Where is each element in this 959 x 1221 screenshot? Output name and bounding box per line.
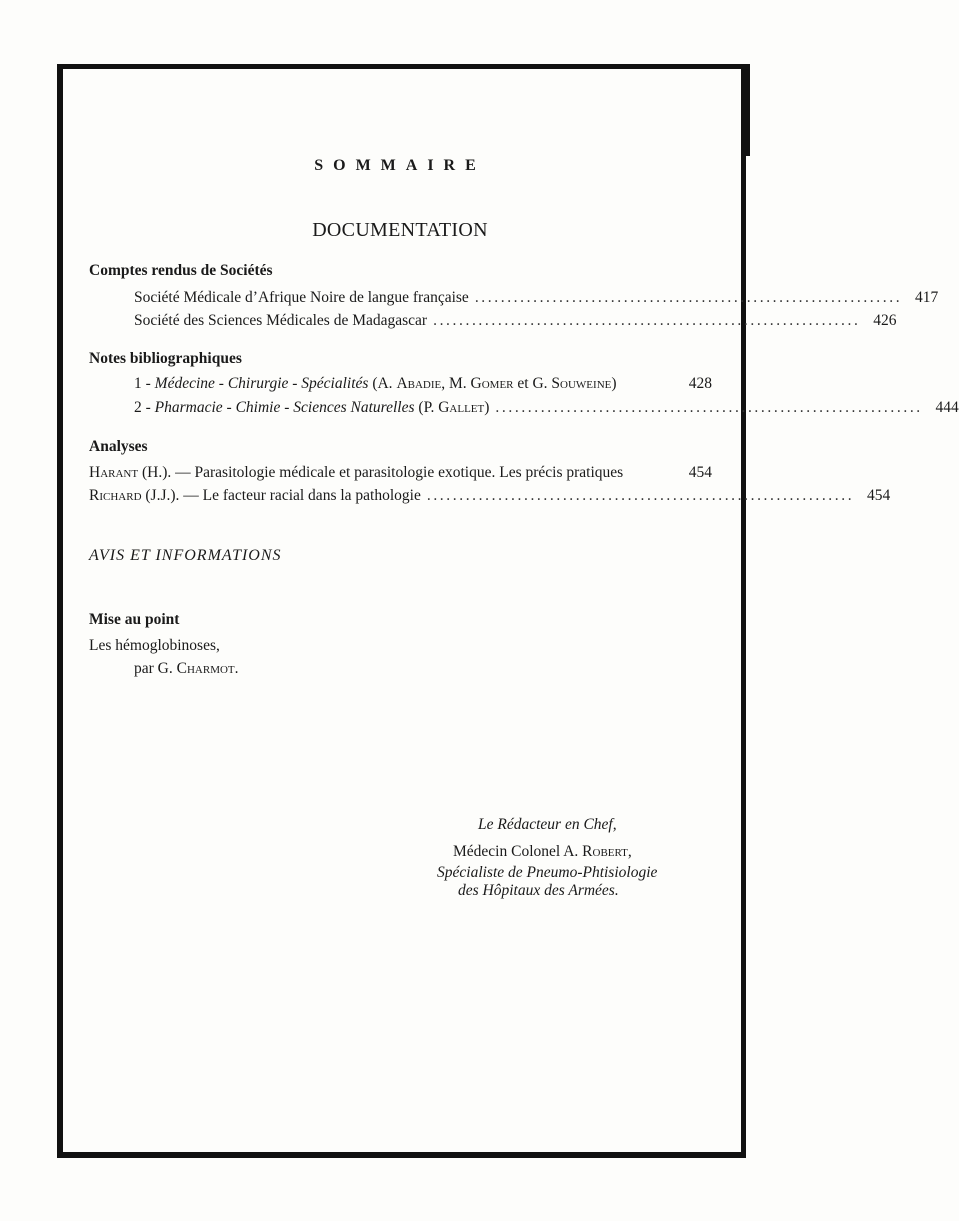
- signature-name: [453, 843, 632, 861]
- entry-title: Médecine - Chirurgie - Spécialités: [154, 375, 369, 392]
- toc-entry[interactable]: [89, 464, 712, 482]
- signature-affiliation-text: des Hôpitaux des Armées.: [458, 882, 619, 899]
- entry-title: Le facteur racial dans la pathologie: [202, 487, 421, 504]
- toc-entry-label: [134, 399, 489, 417]
- comptes-rendus-heading: Comptes rendus de Sociétés: [89, 262, 273, 279]
- signature-role: [478, 816, 617, 834]
- author-suffix: .: [234, 660, 239, 677]
- mise-au-point-author: [134, 660, 239, 678]
- author-name: Souweine: [551, 375, 612, 392]
- page-title: SOMMAIRE: [314, 157, 486, 174]
- toc-entry[interactable]: [89, 487, 891, 505]
- entry-title: Pharmacie - Chimie - Sciences Naturelles: [154, 399, 415, 416]
- entry-authors-sep: , M.: [441, 375, 471, 392]
- mise-au-point-heading: Mise au point: [89, 611, 180, 628]
- entry-title: Parasitologie médicale et parasitologie exotique. Les précis pratiques: [194, 464, 624, 481]
- notes-heading: Notes bibliographiques: [89, 350, 242, 367]
- toc-entry-label: [89, 464, 623, 482]
- signature-name-prefix: Médecin Colonel A.: [453, 843, 583, 860]
- signature-specialty-text: Spécialiste de Pneumo-Phtisiologie: [437, 864, 658, 881]
- leader-dots: ..................................................................: [495, 399, 923, 416]
- toc-entry-label: Société Médicale d’Afrique Noire de langue française: [134, 289, 469, 306]
- toc-entry-page: 454: [866, 487, 891, 504]
- entry-authors-open: (P.: [414, 399, 439, 416]
- entry-authors-sep: et G.: [513, 375, 552, 392]
- toc-entry-label: Société des Sciences Médicales de Madagascar: [134, 312, 428, 329]
- signature-affiliation: [458, 882, 619, 900]
- analyses-heading: Analyses: [89, 438, 148, 455]
- author-name: Abadie: [396, 375, 442, 392]
- section-title: DOCUMENTATION: [312, 219, 488, 241]
- toc-entry[interactable]: [134, 399, 959, 417]
- entry-number: 1 -: [134, 375, 155, 392]
- border-notch: [742, 64, 750, 156]
- author-name: Charmot: [176, 660, 235, 677]
- entry-authors-close: ): [611, 375, 617, 392]
- leader-dots: ..................................................................: [433, 312, 861, 329]
- signature-role-text: Le Rédacteur en Chef,: [478, 816, 617, 833]
- avis-heading: AVIS ET INFORMATIONS: [89, 547, 282, 564]
- author-initials: (H.). —: [138, 464, 195, 481]
- author-name: Richard: [89, 487, 142, 504]
- author-initials: (J.J.). —: [141, 487, 203, 504]
- signature-name-suffix: ,: [627, 843, 632, 860]
- toc-entry[interactable]: [134, 375, 712, 393]
- toc-entry-page: 454: [688, 464, 712, 481]
- signature-specialty: [437, 864, 657, 882]
- author-prefix: par G.: [134, 660, 177, 677]
- entry-number: 2 -: [134, 399, 155, 416]
- toc-entry[interactable]: [134, 312, 897, 330]
- toc-entry-page: 417: [914, 289, 939, 306]
- leader-dots: ..................................................................: [474, 289, 903, 306]
- entry-authors-open: (A.: [368, 375, 397, 392]
- toc-entry-label: [89, 487, 421, 505]
- toc-entry-page: 444: [935, 399, 959, 416]
- toc-entry[interactable]: [134, 289, 939, 307]
- toc-entry-page: 428: [688, 375, 712, 392]
- entry-authors-close: ): [484, 399, 490, 416]
- signature-name-text: Robert: [582, 843, 628, 860]
- author-name: Gallet: [438, 399, 485, 416]
- leader-dots: ..................................................................: [426, 487, 855, 504]
- toc-entry-page: 426: [873, 312, 897, 329]
- mise-au-point-title: Les hémoglobinoses,: [89, 637, 220, 654]
- toc-entry-label: [134, 375, 617, 393]
- author-name: Harant: [89, 464, 139, 481]
- author-name: Gomer: [470, 375, 514, 392]
